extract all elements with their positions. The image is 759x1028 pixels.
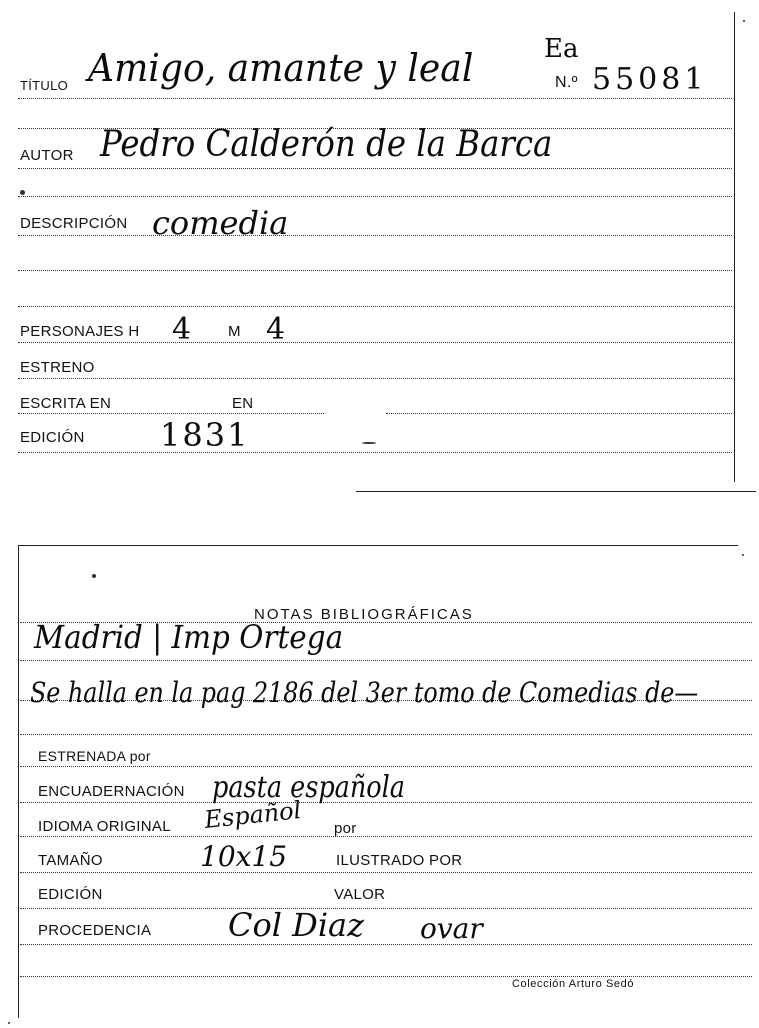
card-left-edge: [18, 546, 19, 1018]
speck: [20, 190, 25, 195]
value-mujeres: 4: [266, 312, 286, 347]
value-autor: Pedro Calderón de la Barca: [100, 124, 553, 165]
rule-line: [20, 976, 752, 977]
label-edicion-2: EDICIÓN: [38, 886, 103, 903]
speck: [92, 574, 96, 578]
label-descripcion: DESCRIPCIÓN: [20, 215, 128, 232]
note-line-1: Madrid | Imp Ortega: [34, 618, 344, 656]
label-estreno: ESTRENO: [20, 359, 95, 376]
card-bottom-edge: [356, 491, 756, 492]
rule-line: [20, 836, 752, 837]
catalog-card-notes: [0, 540, 759, 1028]
value-titulo: Amigo, amante y leal: [88, 46, 474, 90]
notes-heading: NOTAS BIBLIOGRÁFICAS: [254, 606, 474, 623]
label-tamano: TAMAÑO: [38, 852, 103, 869]
label-escrita-en: ESCRITA EN: [20, 395, 112, 412]
rule-line: [18, 342, 732, 343]
value-edicion: 1831: [160, 416, 250, 454]
rule-line: [386, 413, 732, 414]
label-idioma-original: IDIOMA ORIGINAL: [38, 818, 171, 835]
rule-line: [20, 944, 752, 945]
label-en: EN: [232, 395, 254, 412]
rule-line: [18, 270, 732, 271]
value-hombres: 4: [172, 312, 192, 347]
rule-line: [18, 306, 732, 307]
label-ilustrado-por: ILUSTRADO POR: [336, 852, 463, 869]
rule-line: [18, 413, 324, 414]
label-procedencia: PROCEDENCIA: [38, 922, 152, 939]
value-encuadernacion: pasta española: [212, 770, 406, 805]
label-encuadernacion: ENCUADERNACIÓN: [38, 783, 185, 800]
value-procedencia-extra: ovar: [420, 912, 483, 945]
label-personajes-h: PERSONAJES H: [20, 323, 140, 340]
card-top-edge: [18, 545, 738, 546]
rule-line: [18, 452, 732, 453]
collection-footer: Colección Arturo Sedó: [512, 978, 635, 990]
rule-line: [20, 872, 752, 873]
label-titulo: TÍTULO: [20, 78, 69, 93]
label-estrenada-por: ESTRENADA por: [38, 748, 151, 764]
note-line-2: Se halla en la pag 2186 del 3er tomo de Comedias de—: [30, 676, 699, 709]
value-tamano: 10x15: [200, 840, 288, 873]
label-numero: N.º: [555, 74, 578, 91]
value-procedencia: Col Diaz: [228, 906, 364, 944]
label-m: M: [228, 323, 241, 340]
value-idioma-original: Español: [203, 796, 303, 834]
rule-line: [18, 98, 732, 99]
label-edicion: EDICIÓN: [20, 429, 85, 446]
rule-line: [20, 734, 752, 735]
speck: [8, 1022, 10, 1024]
rule-line: [18, 378, 732, 379]
rule-line: [20, 766, 752, 767]
rule-line: [18, 168, 732, 169]
rule-line: [18, 196, 732, 197]
rule-line: [20, 908, 752, 909]
label-por: por: [334, 820, 357, 837]
speck: [362, 442, 376, 444]
value-numero: 55081: [592, 62, 708, 97]
speck: [742, 554, 744, 556]
speck: [743, 20, 745, 22]
rule-line: [18, 235, 732, 236]
rule-line: [20, 660, 752, 661]
catalog-card-front: [0, 0, 759, 500]
label-autor: AUTOR: [20, 147, 74, 164]
label-valor: VALOR: [334, 886, 386, 903]
card-right-edge: [734, 12, 735, 482]
value-descripcion: comedia: [152, 204, 289, 242]
value-numero-prefix: Ea: [544, 34, 579, 64]
